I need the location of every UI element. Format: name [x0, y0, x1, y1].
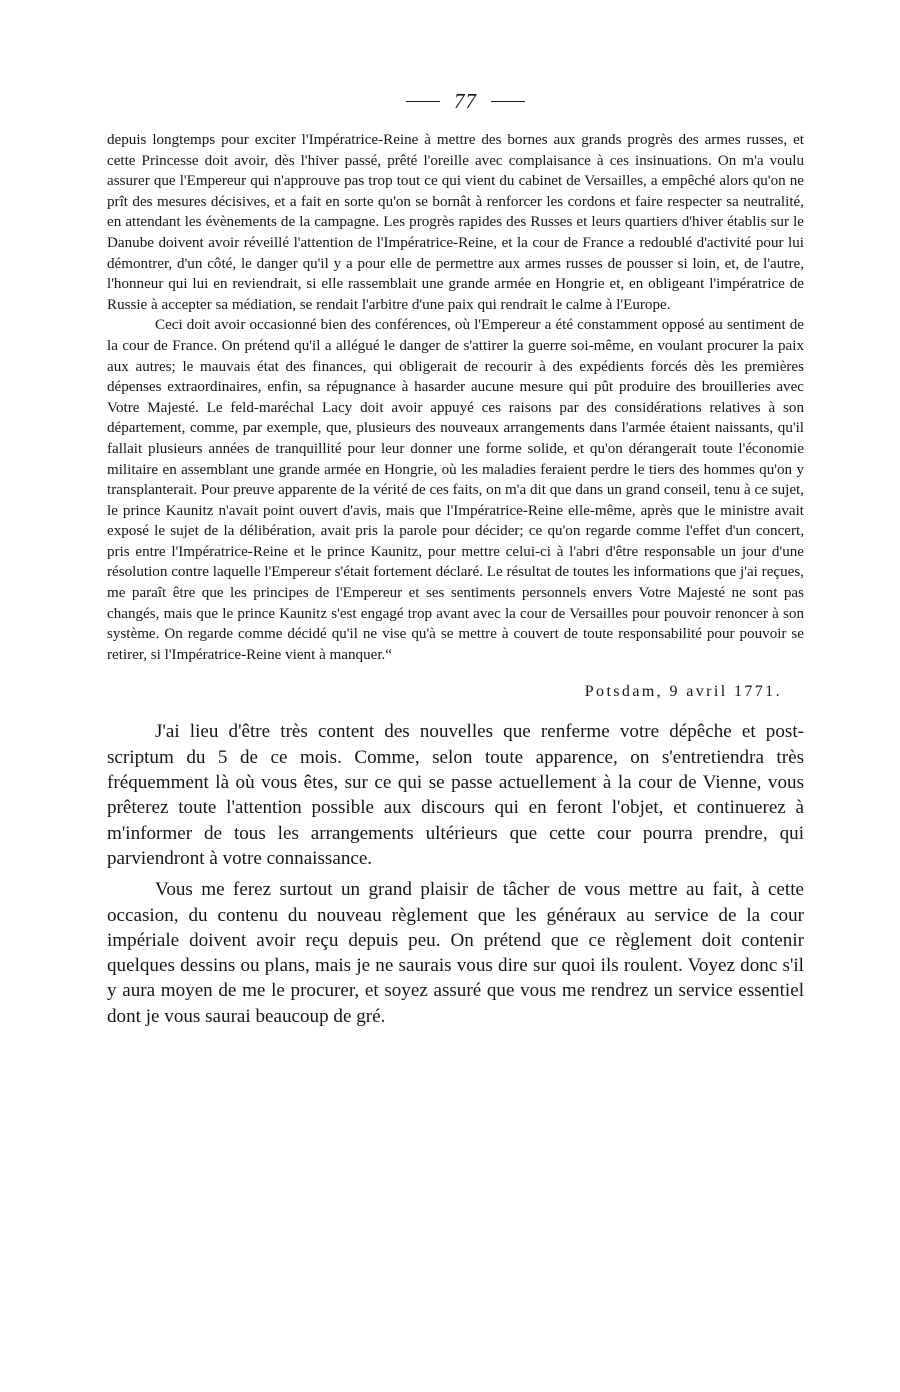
page-header: [127, 84, 804, 118]
letter-paragraph-1: J'ai lieu d'être très content des nouvelles que renferme votre dépêche et post-scriptum du 5 de ce mois. Comme, selon toute apparence, on s'entretiendra très fréquemment là où vous êtes, sur ce qui se passe actuellement à la cour de Vienne, vous prêterez toute l'attention possible aux discours qui en feront l'objet, et continuerez à m'informer de tous les arrangements ultérieurs que cette cour pourra prendre, qui parviendront à votre connaissance.: [107, 721, 804, 869]
dateline: Potsdam, 9 avril 1771.: [584, 683, 782, 701]
header-rule-left: [406, 101, 440, 102]
quote-paragraph-1: depuis longtemps pour exciter l'Impératrice-Reine à mettre des bornes aux grands progrès des armes russes, et cette Princesse doit avoir, dès l'hiver passé, prêté l'oreille avec complaisance à ces insinuations. On m'a voulu assurer que l'Empereur qui n'approuve pas trop tout ce qui vient du cabinet de Versailles, a empêché alors qu'on ne prît des mesures décisives, et a fait en sorte qu'on se bornât à renforcer les cordons et faire respecter sa neutralité, en attendant les évènements de la campagne. Les progrès rapides des Russes et leurs quartiers d'hiver établis sur le Danube doivent avoir réveillé l'attention de l'Impératrice-Reine, et la cour de France a redoublé d'activité pour lui démontrer, d'un côté, le danger qu'il y a pour elle de permettre aux armes russes de pousser si loin, et, de l'autre, l'honneur qui lui en reviendrait, si elle rassemblait une grande armée en Hongrie et, en obligeant l'impératrice de Russie à accepter sa médiation, se rendait l'arbitre d'une paix qui rendrait le calme à l'Europe.: [107, 132, 804, 313]
header-rule-right: [491, 101, 525, 102]
letter-paragraph-2: Vous me ferez surtout un grand plaisir de tâcher de vous mettre au fait, à cette occasion, du contenu du nouveau règlement que les généraux au service de la cour impériale doivent avoir reçu depuis peu. On prétend que ce règlement doit contenir quelques dessins ou plans, mais je ne saurais vous dire sur quoi ils roulent. Voyez donc s'il y aura moyen de me le procurer, et soyez assuré que vous me rendrez un service essentiel dont je vous saurai beaucoup de gré.: [107, 879, 804, 1027]
letter-body: [107, 719, 804, 1029]
quoted-report: [107, 130, 804, 665]
page-number: 77: [454, 88, 477, 113]
document-page: [107, 84, 804, 1029]
quote-paragraph-2: Ceci doit avoir occasionné bien des conférences, où l'Empereur a été constamment opposé au sentiment de la cour de France. On prétend qu'il a allégué le danger de s'attirer la guerre soi-même, en voulant procurer la paix aux autres; le mauvais état des finances, qui obligerait de recourir à des expédients forcés dès les premières dépenses extraordinaires, enfin, sa répugnance à hasarder aucune mesure qui pût produire des brouilleries avec Votre Majesté. Le feld-maréchal Lacy doit avoir appuyé ces raisons par des considérations relatives à son département, comme, par exemple, que, plusieurs des nouveaux arrangements dans l'armée étaient naissants, qu'il fallait plusieurs années de tranquillité pour leur donner une forme solide, et qu'on dérangerait toute l'économie militaire en assemblant une grande armée en Hongrie, où les maladies feraient perdre le tiers des hommes qu'on y transplanterait. Pour preuve apparente de la vérité de ces faits, on m'a dit que dans un grand conseil, tenu à ce sujet, le prince Kaunitz n'avait point ouvert d'avis, mais que l'Impératrice-Reine elle-même, après que le ministre avait exposé le sujet de la délibération, avait pris la parole pour décider; ce qu'on regarde comme l'effet d'un concert, pris entre l'Impératrice-Reine et le prince Kaunitz, pour mettre celui-ci à l'abri d'être responsable un jour d'une résolution contre laquelle l'Empereur s'était fortement déclaré. Le résultat de toutes les informations que j'ai reçues, me paraît être que les principes de l'Empereur et ses sentiments personnels envers Votre Majesté ne sont pas changés, mais que le prince Kaunitz s'est engagé trop avant avec la cour de Versailles pour pouvoir renoncer à son système. On regarde comme décidé qu'il ne vise qu'à se mettre à couvert de toute responsabilité pour pouvoir se retirer, si l'Impératrice-Reine vient à manquer.“: [107, 317, 804, 663]
